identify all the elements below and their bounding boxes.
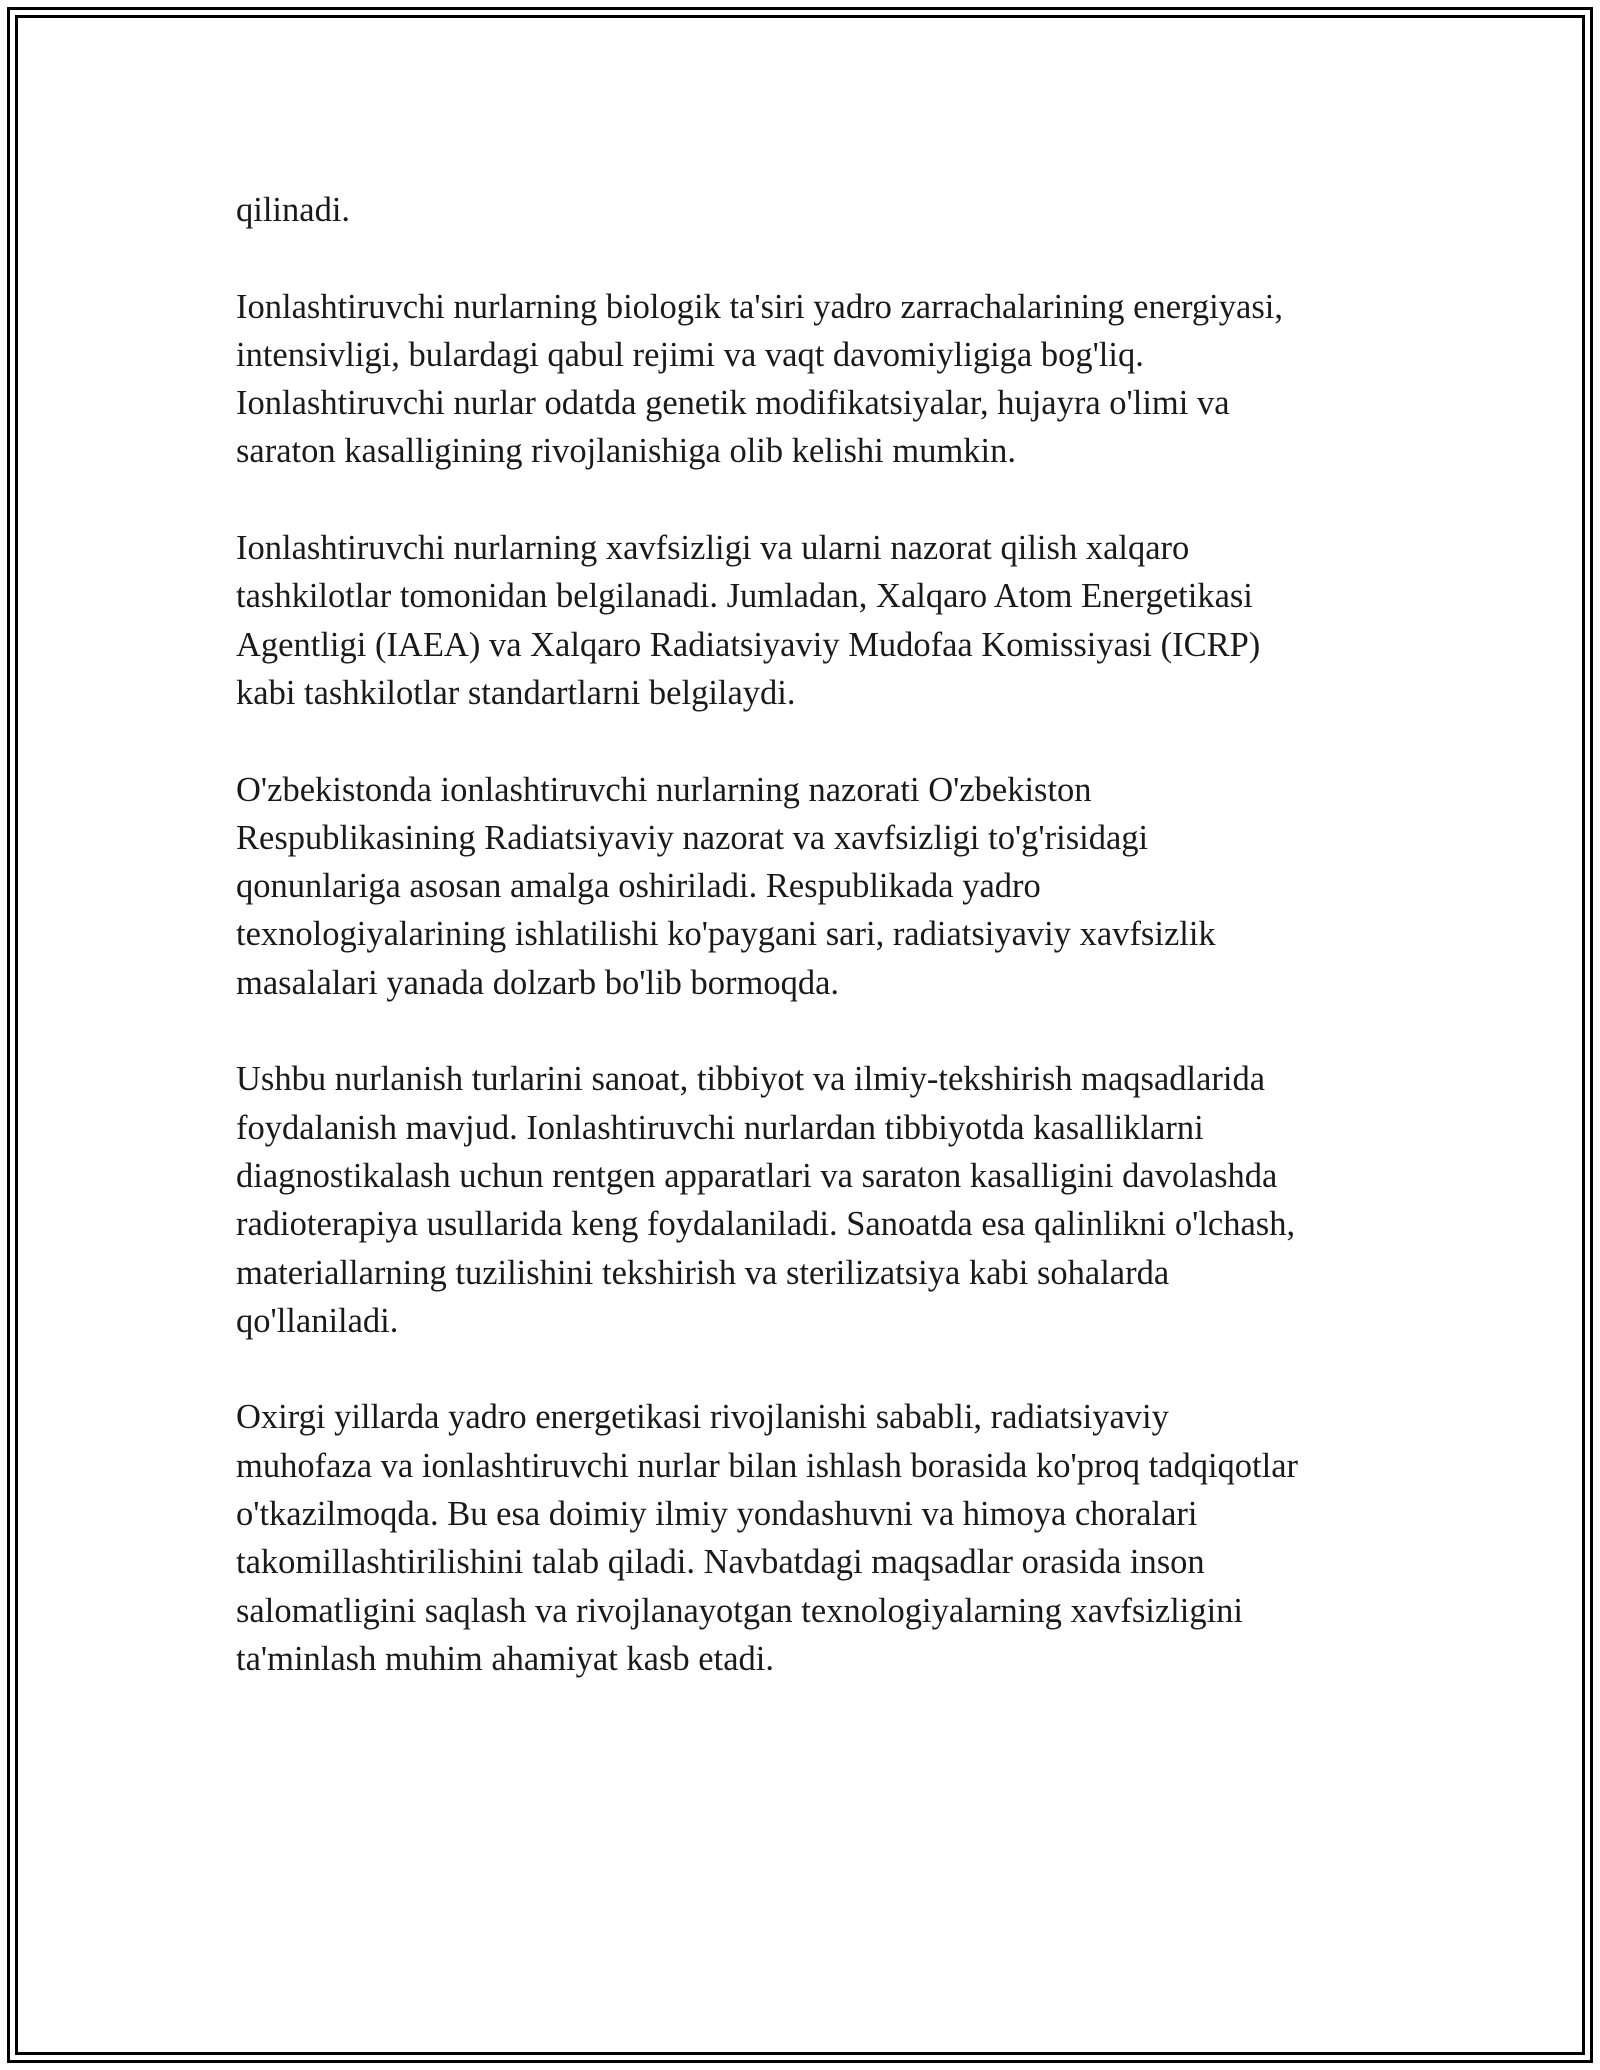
paragraph-recent-research: Oxirgi yillarda yadro energetikasi rivojlanishi sababli, radiatsiyaviy muhofaza va ionlashtiruvchi nurlar bilan ishlash borasida ko'proq tadqiqotlar o'tkazilmoqda. Bu esa doimiy ilmiy yondashuvni va himoya choralari takomillashtirilishini talab qiladi. Navbatdagi maqsadlar orasida inson salomatligini saqlash va rivojlanayotgan texnologiyalarning xavfsizligini ta'minlash muhim ahamiyat kasb etadi. [236,1398,1299,1678]
paragraph-applications: Ushbu nurlanish turlarini sanoat, tibbiyot va ilmiy-tekshirish maqsadlarida foydalanish mavjud. Ionlashtiruvchi nurlardan tibbiyotda kasalliklarni diagnostikalash uchun rentgen apparatlari va saraton kasalligini davolashda radioterapiya usullarida keng foydalaniladi. Sanoatda esa qalinlikni o'lchash, materiallarning tuzilishini tekshirish va sterilizatsiya kabi sohalarda qo'llaniladi. [236,1060,1296,1340]
paragraph-biological-effect: Ionlashtiruvchi nurlarning biologik ta'siri yadro zarrachalarining energiyasi, intensivligi, bulardagi qabul rejimi va vaqt davomiyligiga bog'liq. Ionlashtiruvchi nurlar odatda genetik modifikatsiyalar, hujayra o'limi va saraton kasalligining rivojlanishiga olib kelishi mumkin. [236,287,1283,471]
document-body [236,186,1376,1732]
paragraph-safety-organizations: Ionlashtiruvchi nurlarning xavfsizligi va ularni nazorat qilish xalqaro tashkilotlar tomonidan belgilanadi. Jumladan, Xalqaro Atom Energetikasi Agentligi (IAEA) va Xalqaro Radiatsiyaviy Mudofaa Komissiyasi (ICRP) kabi tashkilotlar standartlarni belgilaydi. [236,529,1261,712]
paragraph-uzbekistan-control: O'zbekistonda ionlashtiruvchi nurlarning nazorati O'zbekiston Respublikasining Radiatsiyaviy nazorat va xavfsizligi to'g'risidagi qonunlariga asosan amalga oshiriladi. Respublikada yadro texnologiyalarining ishlatilishi ko'paygani sari, radiatsiyaviy xavfsizlik masalalari yanada dolzarb bo'lib bormoqda. [236,770,1216,1002]
paragraph-continuation: qilinadi. [236,191,351,229]
